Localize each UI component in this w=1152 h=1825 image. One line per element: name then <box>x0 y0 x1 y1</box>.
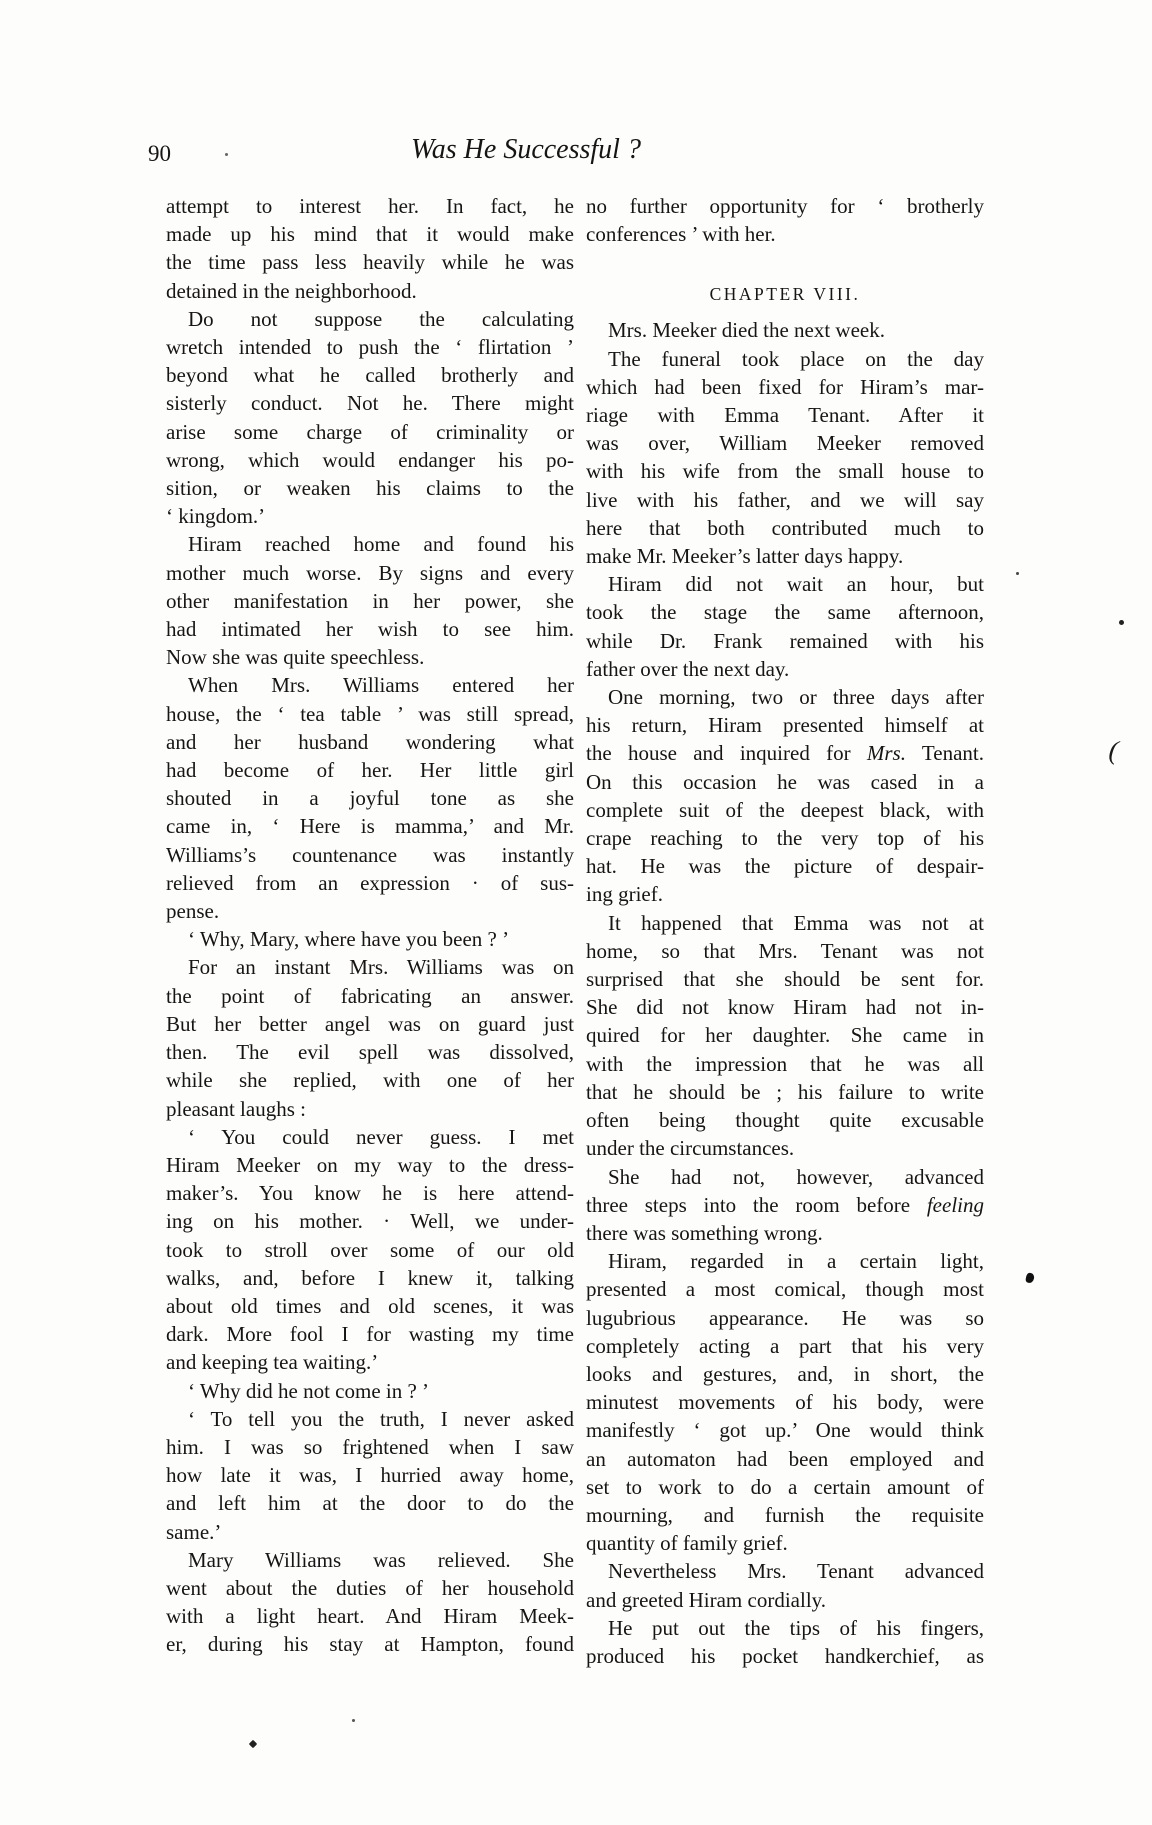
text-line: other manifestation in her power, she <box>166 588 574 613</box>
plain-text: the house and inquired for <box>586 741 867 766</box>
text-line: same.’ <box>166 1519 222 1544</box>
text-line: had intimated her wish to see him. <box>166 617 574 642</box>
text-line: maker’s. You know he is here attend- <box>166 1181 574 1206</box>
text-line: One morning, two or three days after <box>608 685 984 710</box>
text-line: Mary Williams was relieved. She <box>188 1547 574 1572</box>
text-line: wrong, which would endanger his po- <box>166 447 574 472</box>
running-title: Was He Successful ? <box>411 134 641 165</box>
text-line: riage with Emma Tenant. After it <box>586 403 984 428</box>
text-line: detained in the neighborhood. <box>166 278 417 303</box>
ink-mark <box>249 1740 257 1748</box>
text-line: Hiram Meeker on my way to the dress- <box>166 1152 574 1177</box>
text-line: For an instant Mrs. Williams was on <box>188 955 574 980</box>
text-line: Hiram did not wait an hour, but <box>608 572 984 597</box>
text-line: home, so that Mrs. Tenant was not <box>586 938 984 963</box>
text-line: how late it was, I hurried away home, <box>166 1463 574 1488</box>
text-line: presented a most comical, though most <box>586 1277 984 1302</box>
text-line: quired for her daughter. She came in <box>586 1023 984 1048</box>
text-line: often being thought quite excusable <box>586 1108 984 1133</box>
text-line: conferences ’ with her. <box>586 222 776 247</box>
text-line: Do not suppose the calculating <box>188 306 574 331</box>
text-line: attempt to interest her. In fact, he <box>166 194 574 218</box>
text-line: here that both contributed much to <box>586 515 984 540</box>
text-line: arise some charge of criminality or <box>166 419 574 444</box>
text-line: no further opportunity for ‘ brotherly <box>586 194 984 218</box>
text-line: quantity of family grief. <box>586 1531 788 1556</box>
text-line: house, the ‘ tea table ’ was still spread, <box>166 701 574 726</box>
text-line: took the stage the same afternoon, <box>586 600 984 625</box>
text-line: ‘ Why, Mary, where have you been ? ’ <box>188 927 510 952</box>
text-line: lugubrious appearance. He was so <box>586 1305 984 1330</box>
text-line: pleasant laughs : <box>166 1096 306 1121</box>
text-line: relieved from an expression · of sus- <box>166 870 574 895</box>
text-line: him. I was so frightened when I saw <box>166 1434 574 1459</box>
text-line: ‘ You could never guess. I met <box>188 1124 574 1149</box>
text-line <box>586 1191 984 1219</box>
text-line: Now she was quite speechless. <box>166 645 425 670</box>
text-line: crape reaching to the very top of his <box>586 826 984 851</box>
chapter-heading: CHAPTER VIII. <box>709 284 861 305</box>
text-line: When Mrs. Williams entered her <box>188 673 574 698</box>
text-line: ‘ kingdom.’ <box>166 504 266 529</box>
text-line: er, during his stay at Hampton, found <box>166 1632 574 1657</box>
text-line: Mrs. Meeker died the next week. <box>608 318 885 343</box>
text-line: sition, or weaken his claims to the <box>166 476 574 501</box>
ink-mark <box>1119 620 1124 625</box>
text-line: while Dr. Frank remained with his <box>586 628 984 653</box>
text-line: mother much worse. By signs and every <box>166 560 574 585</box>
text-line: sisterly conduct. Not he. There might <box>166 391 574 416</box>
text-line: complete suit of the deepest black, with <box>586 797 984 822</box>
text-line: completely acting a part that his very <box>586 1333 984 1358</box>
text-line: set to work to do a certain amount of <box>586 1474 984 1499</box>
text-line: with the impression that he was all <box>586 1051 984 1076</box>
text-line: surprised that she should be sent for. <box>586 967 984 992</box>
text-line: minutest movements of his body, were <box>586 1390 984 1415</box>
text-line: looks and gestures, and, in short, the <box>586 1361 984 1386</box>
plain-text: three steps into the room before <box>586 1192 927 1217</box>
italic-text: feeling <box>926 1192 984 1217</box>
right-text-column <box>586 192 984 1670</box>
text-line: and keeping tea waiting.’ <box>166 1350 379 1375</box>
text-line: ing grief. <box>586 882 663 907</box>
text-line: ‘ To tell you the truth, I never asked <box>188 1406 574 1431</box>
text-line: shouted in a joyful tone as she <box>166 786 574 811</box>
text-line: the time pass less heavily while he was <box>166 250 574 275</box>
plain-text: Tenant. <box>905 741 984 766</box>
text-line: made up his mind that it would make <box>166 222 574 247</box>
italic-text: Mrs. <box>866 741 906 766</box>
text-line <box>586 739 984 767</box>
page-number: 90 <box>148 141 171 166</box>
text-line: and left him at the door to do the <box>166 1491 574 1516</box>
text-line: pense. <box>166 899 220 924</box>
text-line: Nevertheless Mrs. Tenant advanced <box>608 1559 984 1584</box>
text-line: the point of fabricating an answer. <box>166 983 574 1008</box>
ink-mark <box>1016 572 1019 575</box>
text-line: The funeral took place on the day <box>608 346 984 371</box>
text-line: Williams’s countenance was instantly <box>166 842 574 867</box>
text-line: was over, William Meeker removed <box>586 431 984 456</box>
left-text-column <box>166 192 574 1659</box>
text-line: live with his father, and we will say <box>586 487 984 512</box>
text-line: On this occasion he was cased in a <box>586 769 984 794</box>
text-line: which had been fixed for Hiram’s mar- <box>586 374 984 399</box>
text-line: went about the duties of her household <box>166 1575 574 1600</box>
text-line: make Mr. Meeker’s latter days happy. <box>586 544 904 569</box>
ink-mark <box>1025 1272 1035 1283</box>
text-line: mourning, and furnish the requisite <box>586 1502 984 1527</box>
text-line: wretch intended to push the ‘ flirtation ’ <box>166 335 574 360</box>
text-line: dark. More fool I for wasting my time <box>166 1322 574 1347</box>
text-line: then. The evil spell was dissolved, <box>166 1040 574 1065</box>
text-line: beyond what he called brotherly and <box>166 363 574 388</box>
text-line: hat. He was the picture of despair- <box>586 854 984 879</box>
ink-mark <box>352 1719 355 1722</box>
text-line: with his wife from the small house to <box>586 459 984 484</box>
text-line: She had not, however, advanced <box>608 1164 984 1189</box>
text-line: and her husband wondering what <box>166 729 574 754</box>
text-line: had become of her. Her little girl <box>166 758 574 783</box>
text-line: there was something wrong. <box>586 1220 823 1245</box>
text-line: walks, and, before I knew it, talking <box>166 1265 574 1290</box>
text-line: took to stroll over some of our old <box>166 1237 574 1262</box>
text-line: ing on his mother. · Well, we under- <box>166 1209 574 1234</box>
text-line: under the circumstances. <box>586 1136 795 1161</box>
text-line: with a light heart. And Hiram Meek- <box>166 1604 574 1629</box>
text-line: But her better angel was on guard just <box>166 1011 574 1036</box>
text-line: It happened that Emma was not at <box>608 910 984 935</box>
text-line: She did not know Hiram had not in- <box>586 995 984 1020</box>
text-line: manifestly ‘ got up.’ One would think <box>586 1418 984 1443</box>
text-line: father over the next day. <box>586 656 790 681</box>
text-line: ‘ Why did he not come in ? ’ <box>188 1378 430 1403</box>
text-line: produced his pocket handkerchief, as <box>586 1643 984 1668</box>
text-line: that he should be ; his failure to write <box>586 1079 984 1104</box>
text-line: Hiram reached home and found his <box>188 532 574 557</box>
text-line: about old times and old scenes, it was <box>166 1293 574 1318</box>
ink-mark: ( <box>1107 734 1120 766</box>
text-line: He put out the tips of his fingers, <box>608 1615 984 1640</box>
text-line: and greeted Hiram cordially. <box>586 1587 827 1612</box>
ink-mark <box>225 153 228 156</box>
text-line: his return, Hiram presented himself at <box>586 713 984 738</box>
text-line: came in, ‘ Here is mamma,’ and Mr. <box>166 814 574 839</box>
text-line: Hiram, regarded in a certain light, <box>608 1249 984 1274</box>
text-line: an automaton had been employed and <box>586 1446 984 1471</box>
text-line: while she replied, with one of her <box>166 1068 574 1093</box>
